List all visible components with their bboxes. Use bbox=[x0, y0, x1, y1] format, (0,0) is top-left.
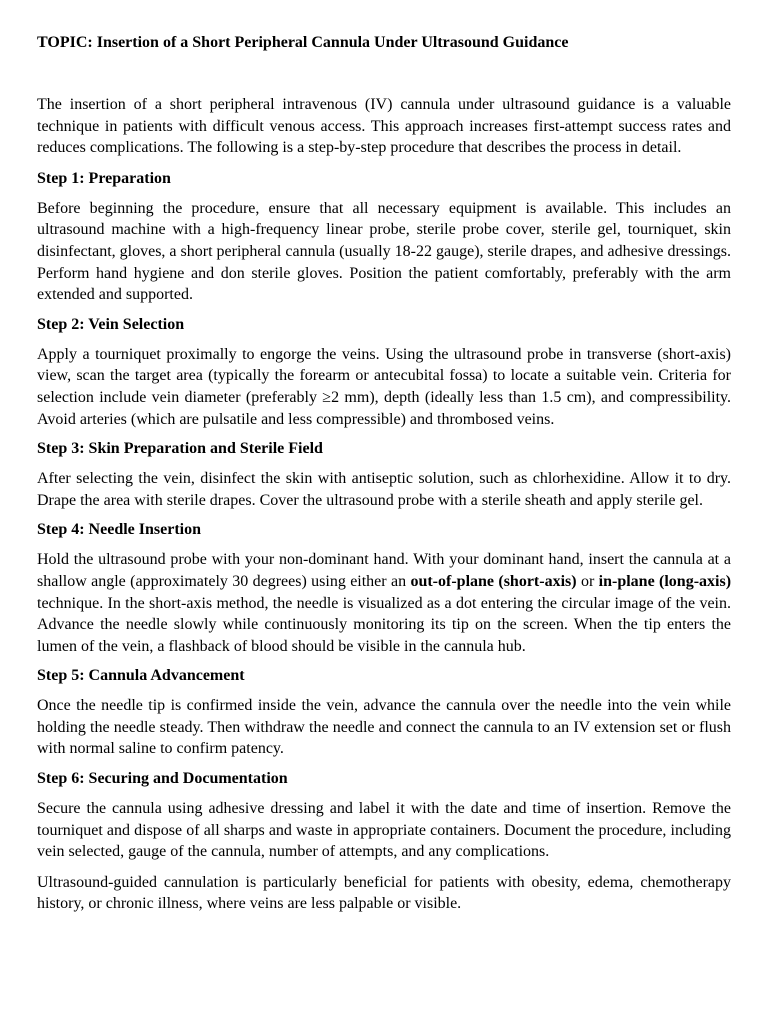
step-6-heading: Step 6: Securing and Documentation bbox=[37, 770, 288, 788]
step-4-body-text-3: technique. In the short-axis method, the needle is visualized as a dot entering the circular image of the vein. Advance the needle slowly while continuously monitoring its tip on the screen. When the tip enters the lumen of the vein, a flashback of blood should be visible in the cannula hub. bbox=[37, 594, 731, 655]
step-3-heading: Step 3: Skin Preparation and Sterile Field bbox=[37, 440, 323, 458]
step-4-body bbox=[37, 549, 731, 657]
step-3-body: After selecting the vein, disinfect the skin with antiseptic solution, such as chlorhexidine. Allow it to dry. Drape the area with sterile drapes. Cover the ultrasound probe with a sterile sheath and apply sterile gel. bbox=[37, 470, 731, 509]
step-4-body-text-1: Hold the ultrasound probe with your non-dominant hand. With your dominant hand, insert the cannula at a shallow angle (approximately 30 degrees) using either an bbox=[37, 551, 731, 590]
step-2-body: Apply a tourniquet proximally to engorge the veins. Using the ultrasound probe in transverse (short-axis) view, scan the target area (typically the forearm or antecubital fossa) to locate a suitable vein. Criteria for selection include vein diameter (preferably ≥2 mm), depth (ideally less than 1.5 cm), and compressibility. Avoid arteries (which are pulsatile and less compressible) and thrombosed veins. bbox=[37, 345, 731, 428]
step-5-body: Once the needle tip is confirmed inside the vein, advance the cannula over the needle into the vein while holding the needle steady. Then withdraw the needle and connect the cannula to an IV extension set or flush with normal saline to confirm patency. bbox=[37, 697, 731, 758]
step-5-heading: Step 5: Cannula Advancement bbox=[37, 667, 245, 685]
intro-paragraph: The insertion of a short peripheral intravenous (IV) cannula under ultrasound guidance is a valuable technique in patients with difficult venous access. This approach increases first-attempt success rates and reduces complications. The following is a step-by-step procedure that describes the process in detail. bbox=[37, 96, 731, 157]
step-1-body: Before beginning the procedure, ensure that all necessary equipment is available. This includes an ultrasound machine with a high-frequency linear probe, sterile probe cover, sterile gel, tourniquet, skin disinfectant, gloves, a short peripheral cannula (usually 18-22 gauge), sterile drapes, and adhesive dressings. Perform hand hygiene and don sterile gloves. Position the patient comfortably, preferably with the arm extended and supported. bbox=[37, 199, 732, 304]
step-4-bold-out-of-plane: out-of-plane (short-axis) bbox=[410, 572, 577, 590]
step-4-body-text-2: or bbox=[576, 572, 599, 590]
page-title: TOPIC: Insertion of a Short Peripheral Cannula Under Ultrasound Guidance bbox=[37, 34, 569, 51]
step-2-heading: Step 2: Vein Selection bbox=[37, 315, 185, 333]
step-4-heading: Step 4: Needle Insertion bbox=[37, 521, 201, 539]
step-6-body: Secure the cannula using adhesive dressing and label it with the date and time of insertion. Remove the tourniquet and dispose of all sharps and waste in appropriate containers. Document the procedure, including vein selected, gauge of the cannula, number of attempts, and any complications. bbox=[37, 800, 731, 861]
closing-paragraph: Ultrasound-guided cannulation is particularly beneficial for patients with obesity, edema, chemotherapy history, or chronic illness, where veins are less palpable or visible. bbox=[37, 873, 731, 913]
step-1-heading: Step 1: Preparation bbox=[37, 169, 171, 187]
step-4-bold-in-plane: in-plane (long-axis) bbox=[598, 572, 732, 590]
